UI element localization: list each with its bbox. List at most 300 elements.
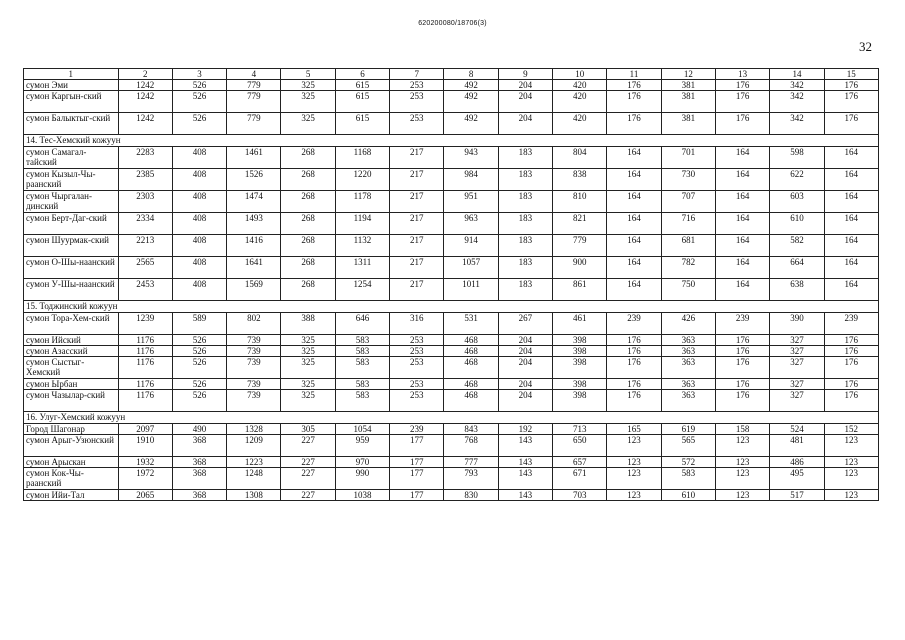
table-cell: 565 — [661, 435, 715, 457]
table-cell: 164 — [715, 257, 769, 279]
table-cell: 589 — [172, 313, 226, 335]
table-cell: 793 — [444, 468, 498, 490]
table-cell: 176 — [607, 80, 661, 91]
table-cell: 1194 — [335, 213, 389, 235]
table-cell: 177 — [390, 468, 444, 490]
table-cell: 176 — [607, 379, 661, 390]
table-cell: 164 — [715, 169, 769, 191]
table-cell: 2065 — [118, 490, 172, 501]
table-cell: 183 — [498, 235, 552, 257]
table-cell: 984 — [444, 169, 498, 191]
table-cell: 526 — [172, 113, 226, 135]
table-cell: 253 — [390, 91, 444, 113]
table-cell: 305 — [281, 424, 335, 435]
document-id: 620200080/18706(3) — [418, 20, 487, 27]
table-cell: 368 — [172, 468, 226, 490]
table-row — [24, 346, 879, 357]
table-cell: 204 — [498, 113, 552, 135]
table-cell: 490 — [172, 424, 226, 435]
table-cell: 802 — [227, 313, 281, 335]
table-cell: 123 — [715, 457, 769, 468]
table-row — [24, 435, 879, 457]
table-cell: 123 — [715, 435, 769, 457]
table-cell: 2283 — [118, 147, 172, 169]
table-cell: 164 — [607, 213, 661, 235]
table-cell: 176 — [715, 91, 769, 113]
table-cell: 342 — [770, 113, 824, 135]
table-cell: 481 — [770, 435, 824, 457]
table-cell: 1932 — [118, 457, 172, 468]
table-cell: 267 — [498, 313, 552, 335]
column-header: 1 — [24, 69, 119, 80]
table-cell: 164 — [607, 257, 661, 279]
table-cell: 1242 — [118, 91, 172, 113]
table-cell: 572 — [661, 457, 715, 468]
table-cell: 183 — [498, 213, 552, 235]
table-cell: 486 — [770, 457, 824, 468]
table-cell: 1526 — [227, 169, 281, 191]
table-cell: 492 — [444, 80, 498, 91]
table-cell: 325 — [281, 346, 335, 357]
row-label: сумон Балыктыг-ский — [24, 113, 119, 135]
table-cell: 123 — [824, 435, 878, 457]
row-label: сумон Каргын-ский — [24, 91, 119, 113]
table-cell: 164 — [824, 147, 878, 169]
table-cell: 2565 — [118, 257, 172, 279]
row-label: сумон Азасский — [24, 346, 119, 357]
table-cell: 176 — [824, 357, 878, 379]
table-cell: 164 — [715, 279, 769, 301]
table-cell: 253 — [390, 335, 444, 346]
table-cell: 363 — [661, 379, 715, 390]
table-cell: 468 — [444, 357, 498, 379]
table-cell: 707 — [661, 191, 715, 213]
table-cell: 703 — [553, 490, 607, 501]
table-cell: 164 — [824, 257, 878, 279]
table-cell: 176 — [824, 346, 878, 357]
table-cell: 398 — [553, 357, 607, 379]
table-cell: 164 — [824, 191, 878, 213]
table-cell: 253 — [390, 346, 444, 357]
column-header: 5 — [281, 69, 335, 80]
table-cell: 1132 — [335, 235, 389, 257]
table-cell: 739 — [227, 346, 281, 357]
table-row — [24, 213, 879, 235]
table-cell: 681 — [661, 235, 715, 257]
row-label: сумон Ырбан — [24, 379, 119, 390]
table-cell: 615 — [335, 80, 389, 91]
column-header: 2 — [118, 69, 172, 80]
table-cell: 123 — [715, 468, 769, 490]
table-cell: 217 — [390, 257, 444, 279]
table-cell: 526 — [172, 80, 226, 91]
table-cell: 583 — [335, 357, 389, 379]
table-row — [24, 490, 879, 501]
table-cell: 650 — [553, 435, 607, 457]
table-cell: 398 — [553, 390, 607, 412]
table-cell: 123 — [607, 457, 661, 468]
table-cell: 183 — [498, 191, 552, 213]
table-cell: 1176 — [118, 335, 172, 346]
table-row — [24, 113, 879, 135]
table-cell: 183 — [498, 169, 552, 191]
table-cell: 381 — [661, 113, 715, 135]
table-cell: 268 — [281, 169, 335, 191]
table-cell: 368 — [172, 490, 226, 501]
table-cell: 1416 — [227, 235, 281, 257]
table-cell: 327 — [770, 390, 824, 412]
table-cell: 526 — [172, 390, 226, 412]
table-cell: 183 — [498, 279, 552, 301]
table-cell: 408 — [172, 279, 226, 301]
table-cell: 768 — [444, 435, 498, 457]
table-cell: 1011 — [444, 279, 498, 301]
table-cell: 657 — [553, 457, 607, 468]
table-cell: 363 — [661, 357, 715, 379]
table-cell: 316 — [390, 313, 444, 335]
table-cell: 363 — [661, 390, 715, 412]
table-cell: 217 — [390, 191, 444, 213]
table-cell: 239 — [715, 313, 769, 335]
table-cell: 2385 — [118, 169, 172, 191]
table-cell: 408 — [172, 213, 226, 235]
section-title: 14. Тес-Хемский кожуун — [24, 135, 879, 147]
column-header: 15 — [824, 69, 878, 80]
table-cell: 420 — [553, 80, 607, 91]
column-header: 13 — [715, 69, 769, 80]
table-cell: 176 — [824, 335, 878, 346]
column-header: 7 — [390, 69, 444, 80]
table-row — [24, 379, 879, 390]
table-cell: 1176 — [118, 357, 172, 379]
table-cell: 268 — [281, 191, 335, 213]
row-label: сумон Берт-Даг-ский — [24, 213, 119, 235]
table-cell: 176 — [824, 390, 878, 412]
table-cell: 2334 — [118, 213, 172, 235]
header-row — [24, 69, 879, 80]
table-cell: 461 — [553, 313, 607, 335]
table-cell: 524 — [770, 424, 824, 435]
table-cell: 327 — [770, 379, 824, 390]
table-cell: 779 — [553, 235, 607, 257]
table-row — [24, 357, 879, 379]
table-cell: 164 — [715, 213, 769, 235]
table-cell: 327 — [770, 357, 824, 379]
table-cell: 239 — [390, 424, 444, 435]
table-cell: 2303 — [118, 191, 172, 213]
table-cell: 176 — [715, 80, 769, 91]
table-cell: 782 — [661, 257, 715, 279]
row-label: сумон Ийи-Тал — [24, 490, 119, 501]
table-row — [24, 191, 879, 213]
table-cell: 583 — [335, 379, 389, 390]
table-cell: 164 — [607, 191, 661, 213]
table-cell: 325 — [281, 91, 335, 113]
table-cell: 123 — [607, 490, 661, 501]
table-cell: 327 — [770, 346, 824, 357]
row-label: сумон Сыстыг-Хемский — [24, 357, 119, 379]
table-cell: 176 — [607, 113, 661, 135]
table-cell: 123 — [824, 457, 878, 468]
table-cell: 204 — [498, 379, 552, 390]
table-cell: 176 — [607, 335, 661, 346]
table-cell: 779 — [227, 80, 281, 91]
table-cell: 176 — [715, 346, 769, 357]
table-cell: 526 — [172, 357, 226, 379]
row-label: сумон Самагал-тайский — [24, 147, 119, 169]
table-cell: 1910 — [118, 435, 172, 457]
column-header: 9 — [498, 69, 552, 80]
table-cell: 914 — [444, 235, 498, 257]
table-cell: 468 — [444, 379, 498, 390]
table-cell: 183 — [498, 147, 552, 169]
table-cell: 204 — [498, 390, 552, 412]
table-cell: 492 — [444, 91, 498, 113]
table-cell: 342 — [770, 91, 824, 113]
table-cell: 123 — [607, 435, 661, 457]
table-cell: 327 — [770, 335, 824, 346]
table-cell: 176 — [715, 379, 769, 390]
column-header: 14 — [770, 69, 824, 80]
column-header: 11 — [607, 69, 661, 80]
table-row — [24, 91, 879, 113]
table-cell: 176 — [607, 390, 661, 412]
table-cell: 583 — [335, 335, 389, 346]
table-cell: 615 — [335, 113, 389, 135]
table-cell: 830 — [444, 490, 498, 501]
section-row — [24, 301, 879, 313]
table-cell: 176 — [607, 346, 661, 357]
table-cell: 268 — [281, 257, 335, 279]
section-row — [24, 412, 879, 424]
table-cell: 164 — [715, 235, 769, 257]
table-row — [24, 257, 879, 279]
table-cell: 900 — [553, 257, 607, 279]
table-cell: 779 — [227, 91, 281, 113]
table-cell: 123 — [824, 490, 878, 501]
table-cell: 716 — [661, 213, 715, 235]
table-cell: 408 — [172, 191, 226, 213]
table-cell: 1493 — [227, 213, 281, 235]
table-cell: 176 — [715, 113, 769, 135]
table-cell: 495 — [770, 468, 824, 490]
table-cell: 398 — [553, 379, 607, 390]
table-cell: 1223 — [227, 457, 281, 468]
table-cell: 177 — [390, 490, 444, 501]
table-cell: 610 — [770, 213, 824, 235]
table-cell: 164 — [824, 213, 878, 235]
table-row — [24, 468, 879, 490]
table-cell: 227 — [281, 468, 335, 490]
table-cell: 204 — [498, 91, 552, 113]
table-cell: 963 — [444, 213, 498, 235]
table-cell: 531 — [444, 313, 498, 335]
table-cell: 204 — [498, 357, 552, 379]
table-cell: 638 — [770, 279, 824, 301]
section-title: 16. Улуг-Хемский кожуун — [24, 412, 879, 424]
row-label: сумон Арыг-Узюнский — [24, 435, 119, 457]
table-cell: 739 — [227, 357, 281, 379]
column-header: 3 — [172, 69, 226, 80]
table-cell: 368 — [172, 457, 226, 468]
table-cell: 164 — [607, 279, 661, 301]
table-cell: 750 — [661, 279, 715, 301]
table-cell: 1254 — [335, 279, 389, 301]
row-label: сумон Ийский — [24, 335, 119, 346]
table-cell: 2213 — [118, 235, 172, 257]
table-cell: 1311 — [335, 257, 389, 279]
table-cell: 1242 — [118, 113, 172, 135]
table-cell: 342 — [770, 80, 824, 91]
table-cell: 843 — [444, 424, 498, 435]
table-cell: 959 — [335, 435, 389, 457]
table-cell: 164 — [824, 279, 878, 301]
table-row — [24, 147, 879, 169]
table-row — [24, 424, 879, 435]
table-row — [24, 390, 879, 412]
table-cell: 176 — [824, 379, 878, 390]
table-cell: 468 — [444, 346, 498, 357]
table-cell: 619 — [661, 424, 715, 435]
table-cell: 381 — [661, 91, 715, 113]
table-cell: 1176 — [118, 346, 172, 357]
page-number: 32 — [859, 39, 872, 54]
table-cell: 1641 — [227, 257, 281, 279]
table-cell: 1248 — [227, 468, 281, 490]
table-cell: 671 — [553, 468, 607, 490]
table-cell: 517 — [770, 490, 824, 501]
table-cell: 610 — [661, 490, 715, 501]
table-cell: 164 — [715, 147, 769, 169]
table-cell: 492 — [444, 113, 498, 135]
section-title: 15. Тоджинский кожуун — [24, 301, 879, 313]
table-cell: 143 — [498, 468, 552, 490]
table-cell: 951 — [444, 191, 498, 213]
row-label: сумон Чазылар-ский — [24, 390, 119, 412]
table-cell: 1054 — [335, 424, 389, 435]
table-cell: 325 — [281, 113, 335, 135]
table-cell: 165 — [607, 424, 661, 435]
table-cell: 363 — [661, 335, 715, 346]
table-cell: 253 — [390, 390, 444, 412]
table-cell: 192 — [498, 424, 552, 435]
table-cell: 123 — [607, 468, 661, 490]
table-cell: 468 — [444, 335, 498, 346]
table-cell: 730 — [661, 169, 715, 191]
table-cell: 217 — [390, 213, 444, 235]
table-cell: 176 — [715, 335, 769, 346]
table-cell: 420 — [553, 113, 607, 135]
table-cell: 176 — [607, 357, 661, 379]
row-label: сумон О-Шы-наанский — [24, 257, 119, 279]
table-cell: 739 — [227, 379, 281, 390]
row-label: сумон У-Шы-наанский — [24, 279, 119, 301]
table-cell: 227 — [281, 490, 335, 501]
table-row — [24, 335, 879, 346]
table-cell: 615 — [335, 91, 389, 113]
row-label: сумон Тора-Хем-ский — [24, 313, 119, 335]
table-cell: 325 — [281, 379, 335, 390]
table-cell: 398 — [553, 335, 607, 346]
table-cell: 158 — [715, 424, 769, 435]
table-cell: 152 — [824, 424, 878, 435]
data-table — [23, 68, 879, 501]
table-cell: 582 — [770, 235, 824, 257]
table-cell: 390 — [770, 313, 824, 335]
table-cell: 701 — [661, 147, 715, 169]
table-cell: 583 — [335, 390, 389, 412]
row-label: сумон Эми — [24, 80, 119, 91]
table-cell: 204 — [498, 80, 552, 91]
table-cell: 253 — [390, 113, 444, 135]
column-header: 12 — [661, 69, 715, 80]
table-cell: 164 — [607, 169, 661, 191]
table-row — [24, 279, 879, 301]
table-cell: 1057 — [444, 257, 498, 279]
table-cell: 239 — [607, 313, 661, 335]
table-cell: 526 — [172, 91, 226, 113]
table-cell: 526 — [172, 379, 226, 390]
table-cell: 239 — [824, 313, 878, 335]
column-header: 10 — [553, 69, 607, 80]
table-cell: 398 — [553, 346, 607, 357]
row-label: сумон Чыргалан-динский — [24, 191, 119, 213]
table-cell: 381 — [661, 80, 715, 91]
table-cell: 1176 — [118, 379, 172, 390]
table-row — [24, 80, 879, 91]
table-cell: 1220 — [335, 169, 389, 191]
table-cell: 164 — [607, 147, 661, 169]
table-cell: 1038 — [335, 490, 389, 501]
table-cell: 1972 — [118, 468, 172, 490]
table-cell: 164 — [607, 235, 661, 257]
table-row — [24, 169, 879, 191]
table-cell: 253 — [390, 379, 444, 390]
table-cell: 583 — [661, 468, 715, 490]
table-cell: 408 — [172, 147, 226, 169]
table-cell: 426 — [661, 313, 715, 335]
row-label: сумон Кок-Чы-раанский — [24, 468, 119, 490]
column-header: 8 — [444, 69, 498, 80]
table-cell: 838 — [553, 169, 607, 191]
table-cell: 164 — [824, 235, 878, 257]
table-cell: 325 — [281, 357, 335, 379]
column-header: 4 — [227, 69, 281, 80]
row-label: сумон Шуурмак-ский — [24, 235, 119, 257]
table-cell: 217 — [390, 279, 444, 301]
table-cell: 420 — [553, 91, 607, 113]
table-cell: 1569 — [227, 279, 281, 301]
table-cell: 368 — [172, 435, 226, 457]
table-cell: 176 — [824, 91, 878, 113]
table-row — [24, 235, 879, 257]
table-cell: 646 — [335, 313, 389, 335]
table-cell: 176 — [607, 91, 661, 113]
table-cell: 217 — [390, 169, 444, 191]
table-cell: 123 — [715, 490, 769, 501]
table-cell: 1176 — [118, 390, 172, 412]
table-cell: 779 — [227, 113, 281, 135]
table-cell: 268 — [281, 235, 335, 257]
row-label: сумон Арыскан — [24, 457, 119, 468]
table-cell: 598 — [770, 147, 824, 169]
table-cell: 408 — [172, 235, 226, 257]
table-cell: 603 — [770, 191, 824, 213]
table-cell: 526 — [172, 335, 226, 346]
table-cell: 468 — [444, 390, 498, 412]
table-cell: 622 — [770, 169, 824, 191]
table-cell: 183 — [498, 257, 552, 279]
